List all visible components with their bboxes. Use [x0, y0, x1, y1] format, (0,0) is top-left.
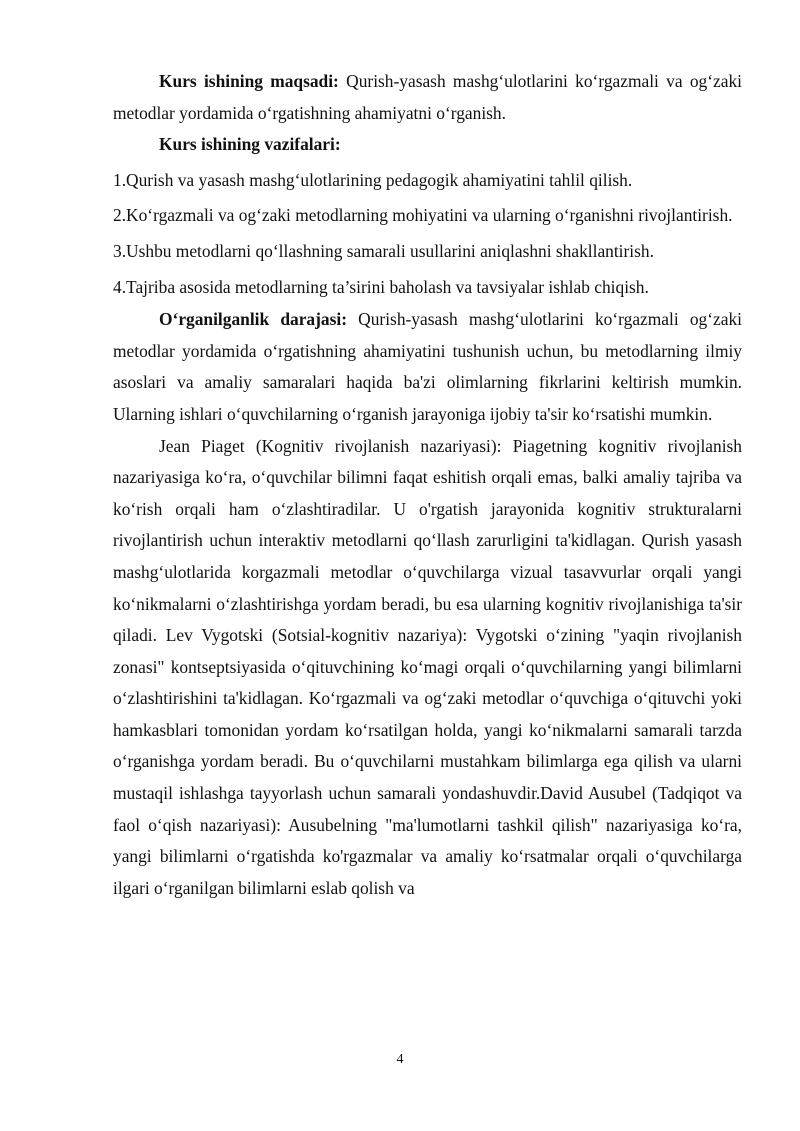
- tasks-list: [113, 165, 742, 303]
- task-item-3: 3.Ushbu metodlarni qo‘llashning samarali usullarini aniqlashni shakllantirish.: [113, 240, 654, 261]
- study-label: O‘rganilganlik darajasi:: [159, 309, 347, 330]
- tasks-heading: Kurs ishining vazifalari:: [159, 134, 341, 155]
- goal-text: Qurish-yasash mashg‘ulotlarini ko‘rgazmali va og‘zaki metodlar yordamida o‘rgatishning ahamiyatni o‘rganish.: [113, 71, 743, 123]
- document-page: [113, 66, 742, 904]
- study-text: Qurish-yasash mashg‘ulotlarini ko‘rgazmali og‘zaki metodlar yordamida o‘rgatishning ahamiyatini tushunish uchun, bu metodlarning ilmiy asoslari va amaliy samaralari haqida ba'zi olimlarning fikrlarini keltirish mumkin. Ularning ishlari o‘quvchilarning o‘rganish jarayoniga ijobiy ta'sir ko‘rsatishi mumkin.: [113, 309, 742, 424]
- task-item-2: 2.Ko‘rgazmali va og‘zaki metodlarning mohiyatini va ularning o‘rganishni rivojlantirish.: [113, 205, 733, 226]
- theory-paragraph: Jean Piaget (Kognitiv rivojlanish nazariyasi): Piagetning kognitiv rivojlanish nazariyasiga ko‘ra, o‘quvchilar bilimni faqat eshitish orqali emas, balki amaliy tajriba va ko‘rish orqali ham o‘zlashtiradilar. U o'rgatish jarayonida kognitiv strukturalarni rivojlantirish uchun interaktiv metodlarni qo‘llash zarurligini ta'kidlagan. Qurish yasash mashg‘ulotlarida korgazmali metodlar o‘quvchilarga vizual tasavvurlar orqali yangi ko‘nikmalarni o‘zlashtirishga yordam beradi, bu esa ularning kognitiv rivojlanishiga ta'sir qiladi. Lev Vygotski (Sotsial-kognitiv nazariya): Vygotski o‘zining "yaqin rivojlanish zonasi" kontseptsiyasida o‘qituvchining ko‘magi orqali o‘quvchilarning yangi bilimlarni o‘zlashtirishini ta'kidlagan. Ko‘rgazmali va og‘zaki metodlar o‘quvchiga o‘qituvchi yoki hamkasblari tomonidan yordam ko‘rsatilgan holda, yangi ko‘nikmalarni samarali tarzda o‘rganishga yordam beradi. Bu o‘quvchilarni mustahkam bilimlarga ega qilish va ularni mustaqil ishlashga tayyorlash uchun samarali yondashuvdir.David Ausubel (Tadqiqot va faol o‘qish nazariyasi): Ausubelning "ma'lumotlarni tashkil qilish" nazariyasiga ko‘ra, yangi bilimlarni o‘rgatishda ko'rgazmalar va amaliy ko‘rsatmalar orqali o‘quvchilarga ilgari o‘rganilgan bilimlarni eslab qolish va: [113, 435, 742, 898]
- goal-label: Kurs ishining maqsadi:: [159, 71, 339, 91]
- page-number: 4: [396, 1052, 404, 1067]
- task-item-4: 4.Tajriba asosida metodlarning ta’sirini baholash va tavsiyalar ishlab chiqish.: [113, 276, 649, 297]
- goal-paragraph: [113, 66, 742, 129]
- task-item-1: 1.Qurish va yasash mashg‘ulotlarining pedagogik ahamiyatini tahlil qilish.: [113, 169, 633, 190]
- study-paragraph: [113, 304, 742, 430]
